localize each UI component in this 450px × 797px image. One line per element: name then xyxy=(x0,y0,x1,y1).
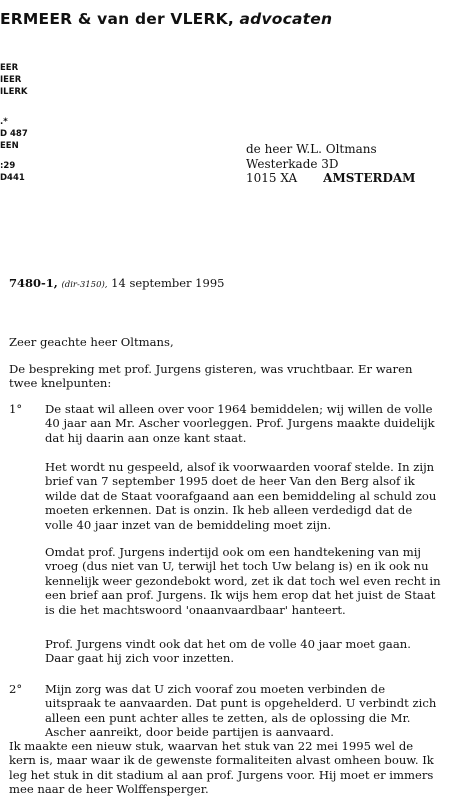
closing-paragraph: Ik maakte een nieuw stuk, waarvan het stuk van 22 mei 1995 wel de kern is, maar waar ik de gewenste formaliteiten alvast omheen bouw. Ik leg het stuk in dit stadium al aan prof. Jurgens voor. Hij moet er immers mee naar de heer Wolffensperger. xyxy=(9,739,434,797)
reference-date: 14 september 1995 xyxy=(111,276,225,290)
recipient-address xyxy=(246,142,415,186)
sidebar-partner-names xyxy=(0,62,28,98)
letterhead xyxy=(0,10,332,28)
reference-dossier: (dir-3150), xyxy=(61,280,108,290)
firm-name: ERMEER & van der VLERK, xyxy=(0,10,234,28)
point-1-paragraph: Prof. Jurgens vindt ook dat het om de volle 40 jaar moet gaan. Daar gaat hij zich voor inzetten. xyxy=(45,637,411,666)
recipient-name: de heer W.L. Oltmans xyxy=(246,142,377,156)
firm-suffix: advocaten xyxy=(239,10,333,28)
sidebar-codes-a xyxy=(0,116,28,152)
sidebar-name: EER xyxy=(0,63,19,73)
point-2-paragraph: Mijn zorg was dat U zich vooraf zou moeten verbinden de uitspraak te aanvaarden. Dat punt is opgehelderd. U verbindt zich alleen een punt achter alles te zetten, als de oplossing die Mr. Ascher aanreikt, door beide partijen is aanvaard. xyxy=(45,682,437,740)
salutation: Zeer geachte heer Oltmans, xyxy=(9,335,174,349)
point-1-paragraph: Omdat prof. Jurgens indertijd ook om een handtekening van mij vroeg (dus niet van U, terwijl het toch Uw belang is) en ik ook nu kennelijk weer gezondebokt word, zet ik dat toch wel even recht in een brief aan prof. Jurgens. Ik wijs hem erop dat het juist de Staat is die het machtswoord 'onaanvaardbaar' hanteert. xyxy=(45,545,441,617)
recipient-postcode: 1015 XA xyxy=(246,171,298,185)
sidebar-codes-b xyxy=(0,160,25,184)
point-2-marker: 2° xyxy=(9,682,23,696)
point-1-marker: 1° xyxy=(9,402,23,416)
sidebar-code: EEN xyxy=(0,141,19,151)
sidebar-code: :29 xyxy=(0,161,16,171)
reference-line xyxy=(9,276,224,290)
sidebar-name: ILERK xyxy=(0,87,28,97)
recipient-city-line xyxy=(246,171,415,186)
recipient-city: AMSTERDAM xyxy=(323,171,416,185)
sidebar-code: D 487 xyxy=(0,129,28,139)
recipient-street: Westerkade 3D xyxy=(246,156,339,171)
sidebar-code: .* xyxy=(0,117,8,127)
sidebar-name: IEER xyxy=(0,75,22,85)
reference-number: 7480-1, xyxy=(9,276,58,290)
intro-paragraph: De bespreking met prof. Jurgens gisteren, was vruchtbaar. Er waren twee knelpunten: xyxy=(9,362,413,391)
point-1-paragraph: De staat wil alleen over voor 1964 bemiddelen; wij willen de volle 40 jaar aan Mr. Ascher voorleggen. Prof. Jurgens maakte duidelijk dat hij daarin aan onze kant staat. xyxy=(45,402,435,445)
sidebar-code: D441 xyxy=(0,173,25,183)
point-1-paragraph: Het wordt nu gespeeld, alsof ik voorwaarden vooraf stelde. In zijn brief van 7 september 1995 doet de heer Van den Berg alsof ik wilde dat de Staat voorafgaand aan een bemiddeling al schuld zou moeten erkennen. Dat is onzin. Ik heb alleen verdedigd dat de volle 40 jaar inzet van de bemiddeling moet zijn. xyxy=(45,460,437,532)
